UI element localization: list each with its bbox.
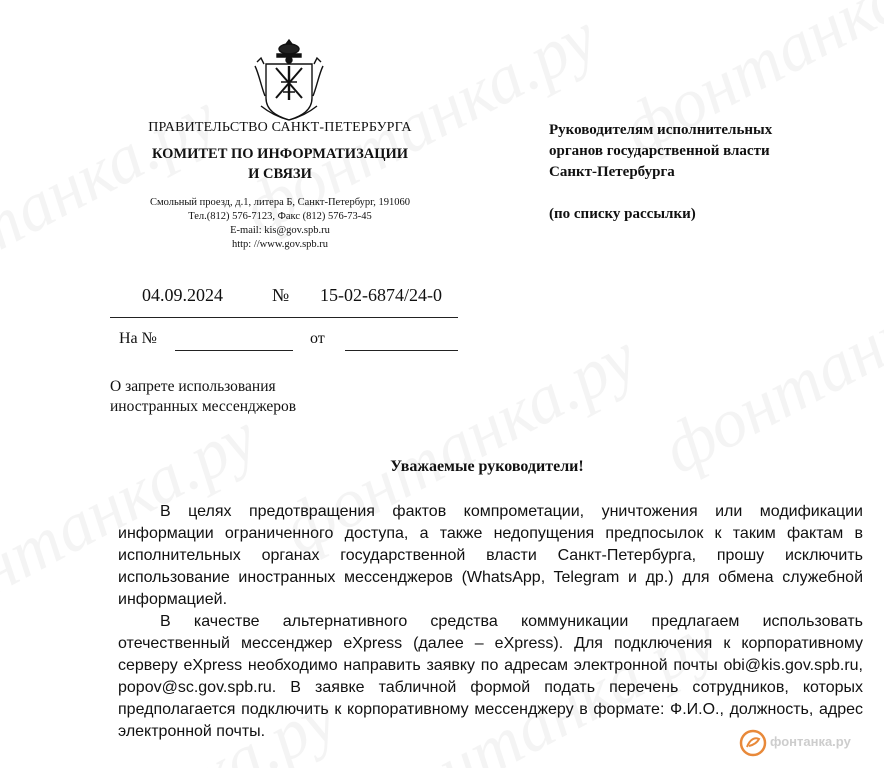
body-paragraph: В качестве альтернативного средства коммуникации предлагаем использовать отечественный мессенджер eXpress (далее – eXpress). Для подключения к корпоративному серверу eXpress необходимо направить заявку по адресам электронной почты obi@kis.gov.spb.ru, popov@sc.gov.spb.ru. В заявке табличной формой подать перечень сотрудников, которых предполагается подключить к корпоративному мессенджеру в формате: Ф.И.О., должность, адрес электронной почты.: [118, 613, 863, 740]
recipient-block: [549, 120, 772, 183]
reference-date-blank: [345, 350, 458, 351]
reference-from-label: от: [310, 330, 325, 347]
registration-number: 15-02-6874/24-0: [320, 285, 442, 305]
sender-email: E-mail: kis@gov.spb.ru: [230, 225, 330, 236]
sender-committee: КОМИТЕТ ПО ИНФОРМАТИЗАЦИИ: [151, 146, 409, 162]
salutation: Уважаемые руководители!: [390, 458, 584, 475]
sender-contacts: [80, 196, 480, 252]
subject-line: О запрете использования: [110, 378, 276, 395]
registration-number-sign: №: [272, 285, 290, 305]
recipient-note: (по списку рассылки): [549, 206, 696, 222]
letter-body: [118, 501, 863, 743]
publisher-logo-text: фонтанка.ру: [770, 734, 851, 749]
reference-number-label: На №: [119, 330, 157, 347]
registration-date: 04.09.2024: [142, 285, 223, 305]
subject-line: иностранных мессенджеров: [110, 398, 297, 415]
coat-of-arms-emblem: [251, 36, 327, 124]
sender-address: Смольный проезд, д.1, литера Б, Санкт-Петербург, 191060: [149, 197, 411, 208]
recipient-line: Руководителям исполнительных: [549, 122, 773, 138]
sender-phone: Тел.(812) 576-7123, Факс (812) 576-73-45: [188, 211, 372, 222]
body-paragraph: В целях предотвращения фактов компрометации, уничтожения или модификации информации ограниченного доступа, а также недопущения предпосылок к таким фактам в исполнительных органах государственной власти Санкт-Петербурга, прошу исключить использование иностранных мессенджеров (WhatsApp, Telegram и др.) для обмена служебной информацией.: [118, 503, 863, 608]
publisher-logo: [736, 724, 884, 768]
sender-committee-cont: И СВЯЗИ: [248, 166, 312, 182]
sender-website: http: //www.gov.spb.ru: [231, 239, 329, 250]
publisher-logo-icon: [738, 728, 768, 758]
recipient-line: органов государственной власти: [549, 143, 770, 159]
watermark-text: [650, 238, 884, 491]
reference-number-blank: [175, 350, 293, 351]
sender-government: ПРАВИТЕЛЬСТВО САНКТ-ПЕТЕРБУРГА: [148, 120, 412, 135]
recipient-line: Санкт-Петербурга: [549, 164, 675, 180]
registration-underline: [110, 317, 458, 318]
subject: [110, 377, 296, 417]
